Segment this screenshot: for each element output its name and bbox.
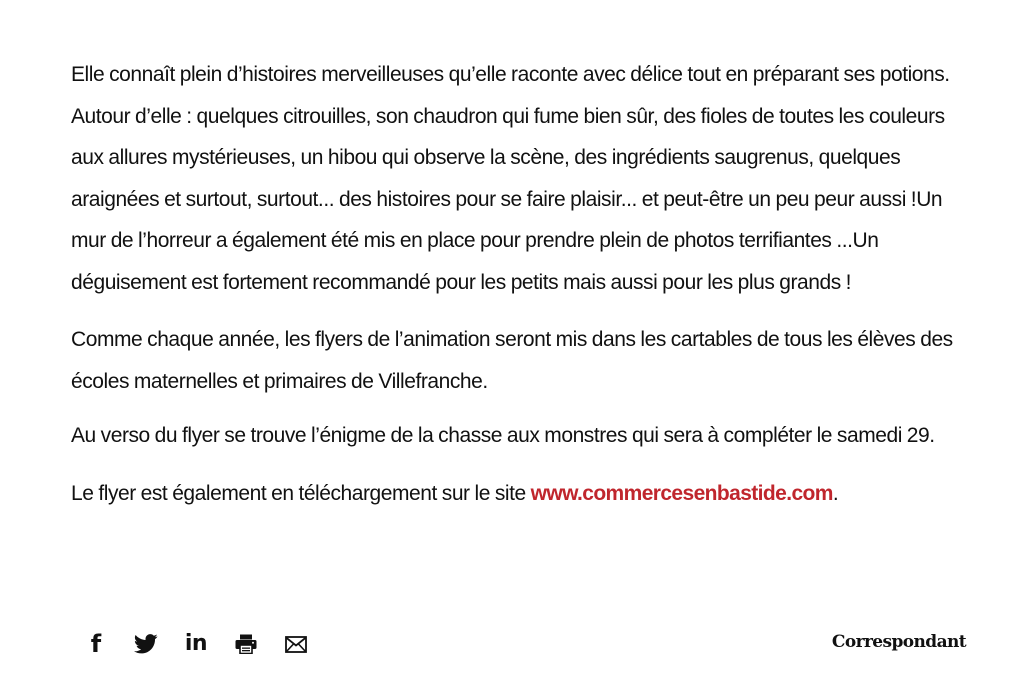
- article-paragraph: Comme chaque année, les flyers de l’animation seront mis dans les cartables de tous les élèves des écoles maternelles et primaires de Villefranche.: [71, 328, 953, 393]
- linkedin-share-button[interactable]: [182, 630, 210, 658]
- twitter-icon: [134, 634, 158, 654]
- email-icon: [285, 636, 307, 653]
- paragraph-text: Le flyer est également en téléchargement sur le site: [71, 481, 531, 505]
- paragraph-text: .: [832, 481, 839, 505]
- print-icon: [235, 634, 257, 654]
- facebook-share-button[interactable]: [82, 630, 110, 658]
- twitter-share-button[interactable]: [132, 630, 160, 658]
- article-paragraph: Au verso du flyer se trouve l’énigme de la chasse aux monstres qui sera à compléter le samedi 29.: [71, 424, 935, 447]
- article-paragraph: Elle connaît plein d’histoires merveilleuses qu’elle raconte avec délice tout en préparant ses potions. Autour d’elle : quelques citrouilles, son chaudron qui fume bien sûr, des fioles de toutes les couleurs aux allures mystérieuses, un hibou qui observe la scène, des ingrédients saugrenus, quelques araignées et surtout, surtout... des histoires pour se faire plaisir... et peut-être un peu peur aussi !Un mur de l’horreur a également été mis en place pour prendre plein de photos terrifiantes ...Un déguisement est fortement recommandé pour les petits mais aussi pour les plus grands !: [71, 63, 950, 294]
- article-paragraph: [71, 473, 971, 515]
- share-bar: [82, 630, 332, 658]
- linkedin-icon: in: [184, 631, 208, 656]
- print-button[interactable]: [232, 630, 260, 658]
- facebook-icon: f: [90, 630, 102, 658]
- website-link[interactable]: www.commercesenbastide.com: [530, 481, 833, 505]
- author-byline: Correspondant: [831, 632, 966, 652]
- article-body: [71, 54, 971, 514]
- email-share-button[interactable]: [282, 630, 310, 658]
